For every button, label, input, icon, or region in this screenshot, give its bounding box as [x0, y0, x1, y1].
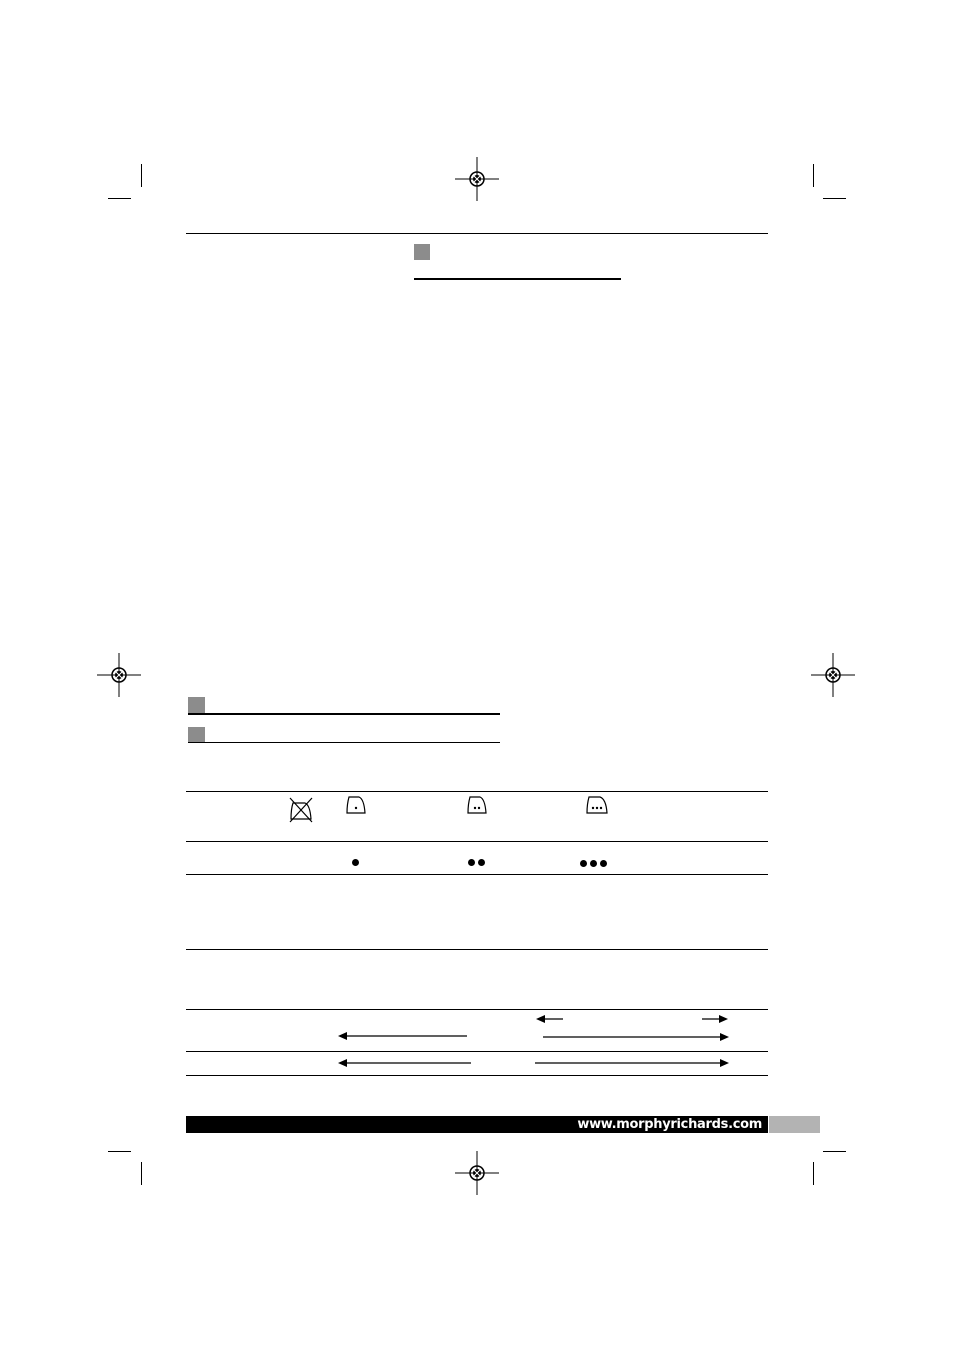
- iron-three-dots-icon: [585, 795, 609, 815]
- crosshair-icon: [455, 157, 499, 201]
- table-rule: [186, 1009, 768, 1010]
- setting-dot: [580, 860, 587, 867]
- iron-one-dot-icon: [345, 795, 367, 815]
- footer-url[interactable]: www.morphyrichards.com: [577, 1117, 762, 1132]
- table-rule: [186, 874, 768, 875]
- arrow-left-icon: [338, 1030, 468, 1042]
- crop-mark-top-left-vertical: [141, 164, 142, 187]
- crop-mark-top-right-vertical: [813, 164, 814, 187]
- crop-mark-bottom-left-vertical: [141, 1162, 142, 1185]
- table-rule: [186, 841, 768, 842]
- section-heading-underline: [414, 278, 621, 280]
- crop-mark-bottom-left-horizontal: [108, 1151, 131, 1152]
- no-iron-icon: [289, 797, 313, 823]
- crosshair-icon: [455, 1151, 499, 1195]
- table-rule: [186, 1075, 768, 1076]
- section-heading-underline: [188, 742, 500, 743]
- crop-mark-bottom-right-horizontal: [823, 1151, 846, 1152]
- arrow-left-icon: [536, 1013, 564, 1025]
- setting-dot: [352, 859, 359, 866]
- table-rule: [186, 791, 768, 792]
- section-marker: [188, 697, 205, 713]
- iron-two-dots-icon: [466, 795, 488, 815]
- header-rule: [186, 233, 768, 234]
- crosshair-icon: [811, 653, 855, 697]
- setting-dot: [590, 860, 597, 867]
- arrow-right-icon: [535, 1057, 729, 1069]
- setting-dot: [468, 859, 475, 866]
- crop-mark-bottom-right-vertical: [813, 1162, 814, 1185]
- setting-dot: [600, 860, 607, 867]
- arrow-right-icon: [543, 1031, 729, 1043]
- crop-mark-top-left-horizontal: [108, 198, 131, 199]
- section-heading-underline: [188, 713, 500, 715]
- footer-bar: [186, 1116, 768, 1133]
- section-marker: [188, 727, 205, 743]
- section-marker: [414, 244, 430, 260]
- footer-page-tab: [769, 1116, 820, 1133]
- crosshair-icon: [97, 653, 141, 697]
- arrow-left-icon: [338, 1057, 472, 1069]
- crop-mark-top-right-horizontal: [823, 198, 846, 199]
- arrow-right-icon: [702, 1013, 728, 1025]
- table-rule: [186, 949, 768, 950]
- table-rule: [186, 1051, 768, 1052]
- setting-dot: [478, 859, 485, 866]
